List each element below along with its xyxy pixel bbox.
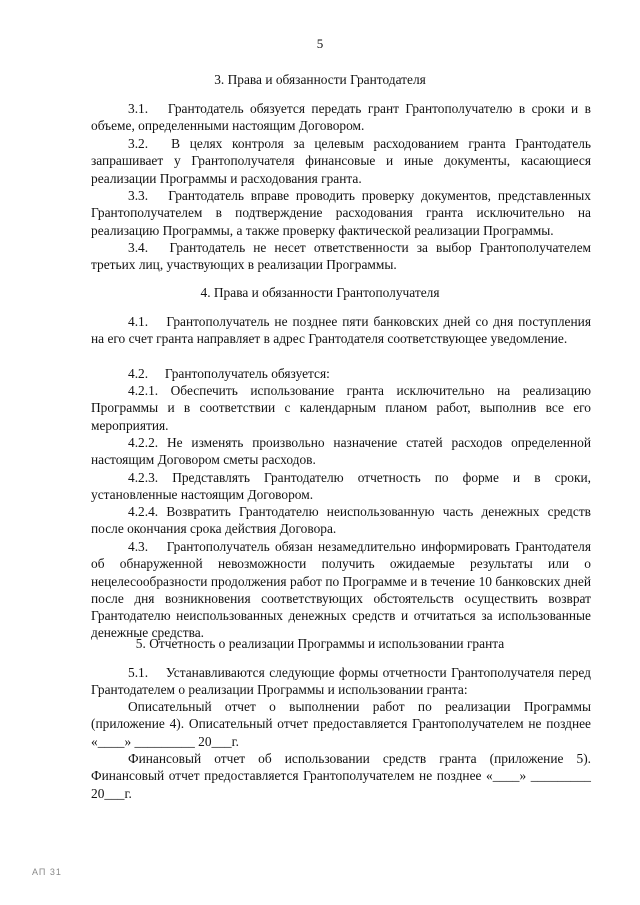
clause-3-1: 3.1. Грантодатель обязуется передать грант Грантополучателю в сроки и в объеме, определенными настоящим Договором. xyxy=(91,101,591,134)
clause-4-1: 4.1. Грантополучатель не позднее пяти банковских дней со дня поступления на его счет гранта направляет в адрес Грантодателя соответствующее уведомление. xyxy=(91,314,591,347)
section-5-heading: 5. Отчетность о реализации Программы и использовании гранта xyxy=(135,636,505,651)
footer-mark: АП 31 xyxy=(32,867,62,877)
clause-3-4: 3.4. Грантодатель не несет ответственности за выбор Грантополучателем третьих лиц, участвующих в реализации Программы. xyxy=(91,240,591,273)
clause-3-3: 3.3. Грантодатель вправе проводить проверку документов, представленных Грантополучателем в подтверждение расходования гранта исключительно на реализацию Программы, а также проверку фактической реализации Программы. xyxy=(91,188,591,238)
clause-4-2-2: 4.2.2. Не изменять произвольно назначение статей расходов определенной настоящим Договором сметы расходов. xyxy=(91,435,591,468)
section-4-heading: 4. Права и обязанности Грантополучателя xyxy=(200,285,440,300)
page-number: 5 xyxy=(316,36,324,51)
clause-4-2-1: 4.2.1. Обеспечить использование гранта исключительно на реализацию Программы и в соответствии с календарным планом работ, выполнив все его мероприятия. xyxy=(91,383,591,433)
descriptive-report-clause: Описательный отчет о выполнении работ по реализации Программы (приложение 4). Описательный отчет предоставляется Грантополучателем не позднее «____» _________ 20___г. xyxy=(91,699,591,749)
financial-report-clause: Финансовый отчет об использовании средств гранта (приложение 5). Финансовый отчет предоставляется Грантополучателем не позднее «____» _________ 20___г. xyxy=(91,751,591,801)
clause-4-3: 4.3. Грантополучатель обязан незамедлительно информировать Грантодателя об обнаруженной невозможности получить ожидаемые результаты или о нецелесообразности продолжения работ по Программе и в течение 10 банковских дней после дня возникновения соответствующих обстоятельств осуществить возврат Грантодателю неиспользованных денежных средств и отчитаться за использованные денежные средства. xyxy=(91,539,591,641)
clause-4-2-3: 4.2.3. Представлять Грантодателю отчетность по форме и в сроки, установленные настоящим Договором. xyxy=(91,470,591,503)
clause-5-1: 5.1. Устанавливаются следующие формы отчетности Грантополучателя перед Грантодателем о реализации Программы и использовании гранта: xyxy=(91,665,591,698)
clause-3-2: 3.2. В целях контроля за целевым расходованием гранта Грантодатель запрашивает у Грантополучателя финансовые и иные документы, касающиеся реализации Программы и расходования гранта. xyxy=(91,136,591,186)
section-3-heading: 3. Права и обязанности Грантодателя xyxy=(214,72,426,87)
clause-4-2: 4.2. Грантополучатель обязуется: xyxy=(128,366,330,381)
clause-4-2-4: 4.2.4. Возвратить Грантодателю неиспользованную часть денежных средств после окончания срока действия Договора. xyxy=(91,504,591,537)
